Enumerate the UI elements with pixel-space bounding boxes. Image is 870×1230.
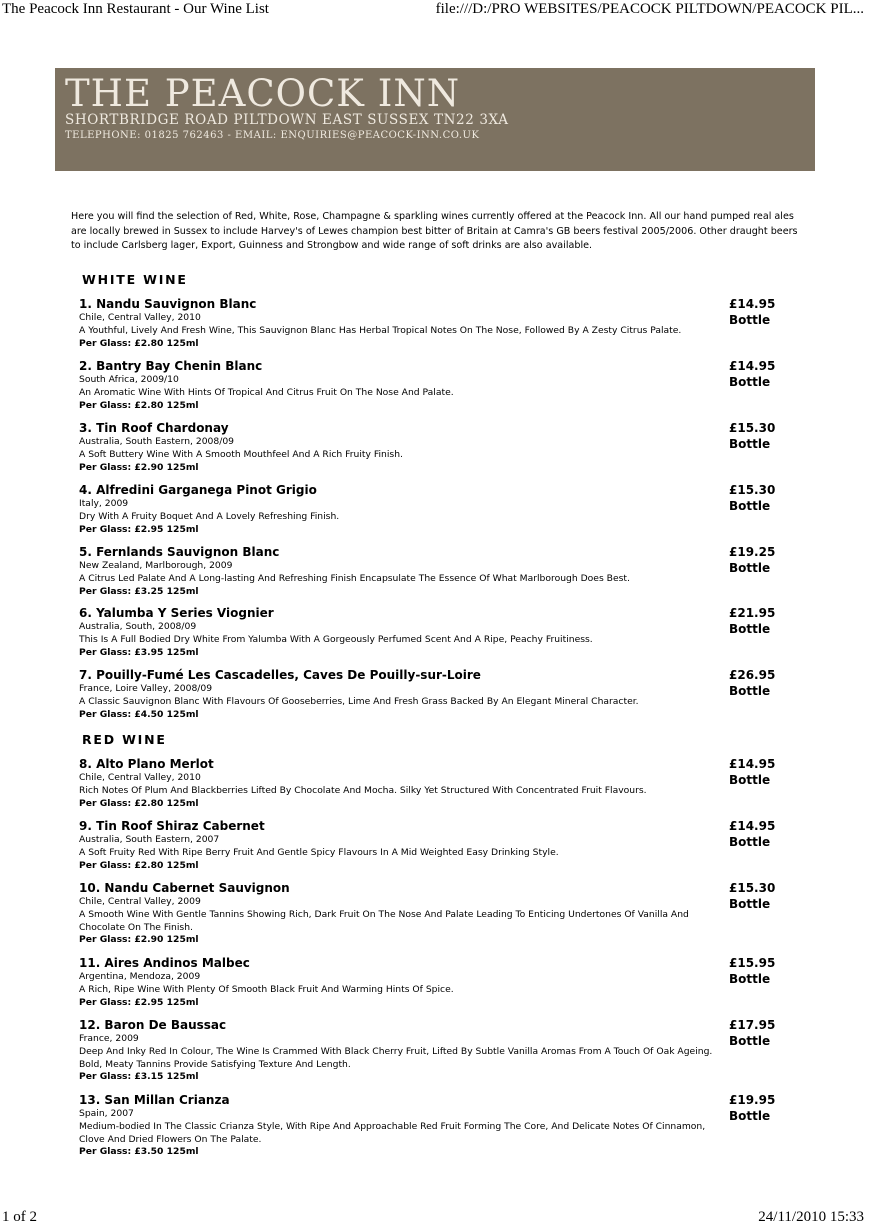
- wine-description: A Rich, Ripe Wine With Plenty Of Smooth Black Fruit And Warming Hints Of Spice.: [79, 983, 454, 995]
- wine-origin: South Africa, 2009/10: [79, 374, 179, 385]
- wine-description: Deep And Inky Red In Colour, The Wine Is Crammed With Black Cherry Fruit, Lifted By Subtle Vanilla Aromas From A Touch Of Oak Ageing. Bold, Meaty Tannins Provide Satisfying Texture And Length.: [79, 1045, 713, 1070]
- wine-item: [79, 482, 799, 536]
- wine-item: [79, 296, 799, 350]
- wine-name: 4. Alfredini Garganega Pinot Grigio: [79, 483, 317, 497]
- print-header: [0, 0, 870, 20]
- wine-glass-price: Per Glass: £2.90 125ml: [79, 461, 199, 473]
- wine-name: 6. Yalumba Y Series Viognier: [79, 606, 274, 620]
- wine-description: A Smooth Wine With Gentle Tannins Showing Rich, Dark Fruit On The Nose And Palate Leading To Enticing Undertones Of Vanilla And Chocolate On The Finish.: [79, 908, 689, 933]
- inn-name: THE PEACOCK INN: [65, 72, 461, 115]
- wine-description: An Aromatic Wine With Hints Of Tropical And Citrus Fruit On The Nose And Palate.: [79, 386, 454, 398]
- wine-bottle-price: £19.95 Bottle: [729, 1093, 776, 1123]
- print-file-path: file:///D:/PRO WEBSITES/PEACOCK PILTDOWN/PEACOCK PIL...: [435, 1, 864, 17]
- wine-name: 13. San Millan Crianza: [79, 1093, 230, 1107]
- wine-name: 3. Tin Roof Chardonay: [79, 421, 229, 435]
- wine-bottle-price: £26.95 Bottle: [729, 668, 776, 698]
- wine-glass-price: Per Glass: £3.15 125ml: [79, 1071, 199, 1083]
- wine-origin: New Zealand, Marlborough, 2009: [79, 560, 233, 571]
- wine-item: [79, 420, 799, 474]
- wine-origin: Chile, Central Valley, 2010: [79, 772, 201, 783]
- wine-item: [79, 1092, 799, 1159]
- wine-name: 8. Alto Plano Merlot: [79, 757, 214, 771]
- wine-name: 2. Bantry Bay Chenin Blanc: [79, 359, 263, 373]
- inn-contact: TELEPHONE: 01825 762463 - EMAIL: ENQUIRIES@PEACOCK-INN.CO.UK: [65, 130, 480, 141]
- wine-glass-price: Per Glass: £3.95 125ml: [79, 646, 199, 658]
- wine-item: [79, 605, 799, 659]
- wine-name: 9. Tin Roof Shiraz Cabernet: [79, 819, 265, 833]
- wine-name: 12. Baron De Baussac: [79, 1018, 227, 1032]
- wine-item: [79, 544, 799, 598]
- wine-bottle-price: £17.95 Bottle: [729, 1018, 776, 1048]
- wine-description: A Citrus Led Palate And A Long-lasting And Refreshing Finish Encapsulate The Essence Of What Marlborough Does Best.: [79, 572, 630, 584]
- print-page-title: The Peacock Inn Restaurant - Our Wine List: [2, 1, 269, 17]
- wine-bottle-price: £14.95 Bottle: [729, 359, 776, 389]
- wine-description: Rich Notes Of Plum And Blackberries Lifted By Chocolate And Mocha. Silky Yet Structured With Concentrated Fruit Flavours.: [79, 784, 647, 796]
- wine-item: [79, 955, 799, 1009]
- wine-glass-price: Per Glass: £3.25 125ml: [79, 585, 199, 597]
- wine-origin: Australia, South, 2008/09: [79, 621, 197, 632]
- wine-description: A Soft Buttery Wine With A Smooth Mouthfeel And A Rich Fruity Finish.: [79, 448, 403, 460]
- wine-bottle-price: £15.30 Bottle: [729, 881, 776, 911]
- wine-origin: Spain, 2007: [79, 1108, 134, 1119]
- wine-bottle-price: £14.95 Bottle: [729, 297, 776, 327]
- wine-origin: Argentina, Mendoza, 2009: [79, 971, 201, 982]
- page-count: 1 of 2: [2, 1209, 37, 1225]
- wine-bottle-price: £19.25 Bottle: [729, 545, 776, 575]
- wine-bottle-price: £15.30 Bottle: [729, 483, 776, 513]
- wine-description: A Soft Fruity Red With Ripe Berry Fruit And Gentle Spicy Flavours In A Mid Weighted Easy Drinking Style.: [79, 846, 559, 858]
- wine-name: 11. Aires Andinos Malbec: [79, 956, 250, 970]
- wine-glass-price: Per Glass: £2.80 125ml: [79, 337, 199, 349]
- wine-bottle-price: £15.30 Bottle: [729, 421, 776, 451]
- wine-item: [79, 667, 799, 721]
- wine-description: A Classic Sauvignon Blanc With Flavours Of Gooseberries, Lime And Fresh Grass Backed By An Elegant Mineral Character.: [79, 695, 639, 707]
- wine-name: 5. Fernlands Sauvignon Blanc: [79, 545, 280, 559]
- wine-origin: Australia, South Eastern, 2007: [79, 834, 220, 845]
- wine-item: [79, 358, 799, 412]
- wine-bottle-price: £21.95 Bottle: [729, 606, 776, 636]
- wine-item: [79, 756, 799, 810]
- print-timestamp: 24/11/2010 15:33: [758, 1209, 864, 1225]
- section-heading-white-wine: WHITE WINE: [82, 272, 188, 287]
- intro-paragraph: Here you will find the selection of Red, White, Rose, Champagne & sparkling wines currently offered at the Peacock Inn. All our hand pumped real ales are locally brewed in Sussex to include Harvey's of Lewes champion best bitter of Britain at Camra's GB beers festival 2005/2006. Other draught beers to include Carlsberg lager, Export, Guinness and Strongbow and wide range of soft drinks are also available.: [71, 211, 798, 251]
- wine-bottle-price: £15.95 Bottle: [729, 956, 776, 986]
- wine-glass-price: Per Glass: £2.80 125ml: [79, 859, 199, 871]
- wine-bottle-price: £14.95 Bottle: [729, 757, 776, 787]
- wine-item: [79, 1017, 799, 1084]
- wine-description: This Is A Full Bodied Dry White From Yalumba With A Gorgeously Perfumed Scent And A Ripe, Peachy Fruitiness.: [79, 633, 593, 645]
- wine-origin: France, Loire Valley, 2008/09: [79, 683, 213, 694]
- wine-origin: France, 2009: [79, 1033, 139, 1044]
- wine-glass-price: Per Glass: £2.80 125ml: [79, 797, 199, 809]
- wine-name: 1. Nandu Sauvignon Blanc: [79, 297, 257, 311]
- print-footer: [0, 1208, 870, 1230]
- wine-glass-price: Per Glass: £2.80 125ml: [79, 399, 199, 411]
- wine-origin: Chile, Central Valley, 2010: [79, 312, 201, 323]
- wine-item: [79, 880, 799, 947]
- wine-bottle-price: £14.95 Bottle: [729, 819, 776, 849]
- wine-glass-price: Per Glass: £2.95 125ml: [79, 996, 199, 1008]
- wine-glass-price: Per Glass: £3.50 125ml: [79, 1146, 199, 1158]
- inn-address: SHORTBRIDGE ROAD PILTDOWN EAST SUSSEX TN22 3XA: [65, 112, 509, 128]
- wine-description: Medium-bodied In The Classic Crianza Style, With Ripe And Approachable Red Fruit Forming The Core, And Delicate Notes Of Cinnamon, Clove And Dried Flowers On The Palate.: [79, 1120, 706, 1145]
- wine-origin: Chile, Central Valley, 2009: [79, 896, 201, 907]
- wine-origin: Australia, South Eastern, 2008/09: [79, 436, 235, 447]
- wine-glass-price: Per Glass: £2.95 125ml: [79, 523, 199, 535]
- wine-glass-price: Per Glass: £2.90 125ml: [79, 934, 199, 946]
- wine-glass-price: Per Glass: £4.50 125ml: [79, 708, 199, 720]
- wine-origin: Italy, 2009: [79, 498, 129, 509]
- wine-item: [79, 818, 799, 872]
- wine-description: Dry With A Fruity Boquet And A Lovely Refreshing Finish.: [79, 510, 340, 522]
- section-heading-red-wine: RED WINE: [82, 732, 167, 747]
- wine-name: 7. Pouilly-Fumé Les Cascadelles, Caves De Pouilly-sur-Loire: [79, 668, 481, 682]
- header-banner: [55, 68, 815, 171]
- wine-name: 10. Nandu Cabernet Sauvignon: [79, 881, 290, 895]
- wine-description: A Youthful, Lively And Fresh Wine, This Sauvignon Blanc Has Herbal Tropical Notes On The Nose, Followed By A Zesty Citrus Palate.: [79, 324, 682, 336]
